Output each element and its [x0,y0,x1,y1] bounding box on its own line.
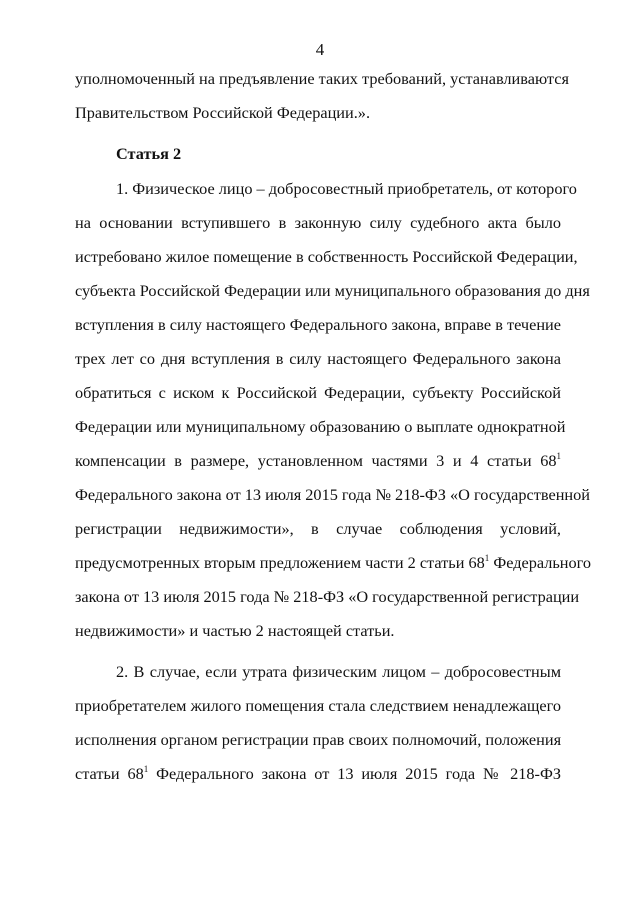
paragraph-2-line-4 [75,762,561,786]
line-12-after: Федерального [489,553,592,572]
paragraph-1-line-9 [75,449,561,473]
paragraph-1-line-4: субъекта Российской Федерации или муниципального образования до дня [75,281,590,300]
line-9-text: компенсации в размере, установленном частями 3 и 4 статьи 68 [75,451,557,470]
line-12-before: предусмотренных вторым предложением части 2 статьи 68 [75,553,485,572]
paragraph-2-line-3: исполнения органом регистрации прав своих полномочий, положения [75,730,562,749]
paragraph-1-line-13: закона от 13 июля 2015 года № 218-ФЗ «О государственной регистрации [75,587,580,606]
p2-line-4-after: Федерального закона от 13 июля 2015 года № 218-ФЗ [148,764,562,783]
paragraph-1-line-12 [75,551,592,575]
paragraph-1-line-5: вступления в силу настоящего Федерального закона, вправе в течение [75,315,561,334]
paragraph-1-line-2: на основании вступившего в законную силу судебного акта было [75,213,561,232]
paragraph-1-line-14: недвижимости» и частью 2 настоящей статьи. [75,621,395,640]
preamble-line-2: Правительством Российской Федерации.». [75,103,371,122]
paragraph-1-line-6: трех лет со дня вступления в силу настоящего Федерального закона [75,349,561,368]
p2-line-4-before: статьи 68 [75,764,144,783]
paragraph-1-line-8: Федерации или муниципальному образованию о выплате однократной [75,417,566,436]
article-heading: Статья 2 [116,144,182,163]
page-number: 4 [315,40,325,59]
paragraph-2-line-1: 2. В случае, если утрата физическим лицом – добросовестным [116,662,561,681]
preamble-line-1: уполномоченный на предъявление таких требований, устанавливаются [75,69,569,88]
paragraph-1-line-10: Федерального закона от 13 июля 2015 года № 218-ФЗ «О государственной [75,485,590,504]
paragraph-1-line-7: обратиться с иском к Российской Федерации, субъекту Российской [75,383,561,402]
superscript: 1 [143,764,149,774]
paragraph-1-line-3: истребовано жилое помещение в собственность Российской Федерации, [75,247,578,266]
paragraph-1-line-11: регистрации недвижимости», в случае соблюдения условий, [75,519,561,538]
paragraph-1-line-1: 1. Физическое лицо – добросовестный приобретатель, от которого [116,179,577,198]
paragraph-2-line-2: приобретателем жилого помещения стала следствием ненадлежащего [75,696,561,715]
superscript: 1 [484,553,490,563]
superscript: 1 [556,451,561,461]
